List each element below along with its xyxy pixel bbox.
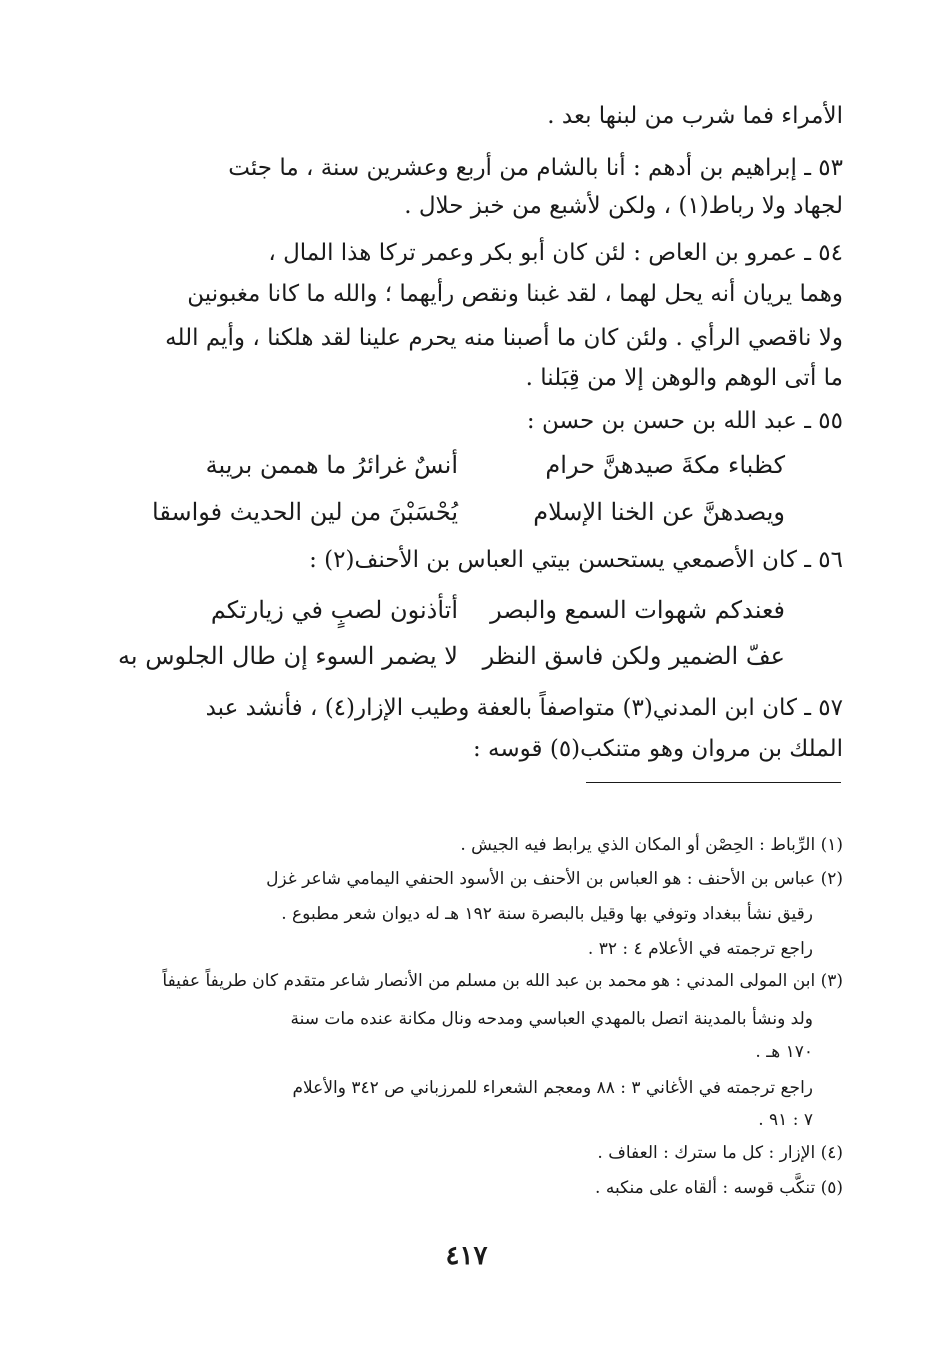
poem-hemistich-right: لا يضمر السوء إن طال الجلوس به: [118, 642, 458, 670]
body-line: الملك بن مروان وهو متنكب(٥) قوسه :: [472, 736, 843, 762]
footnote-3-cont: راجع ترجمته في الأغاني ٣ : ٨٨ ومعجم الشعراء للمرزباني ص ٣٤٢ والأعلام: [292, 1078, 813, 1098]
body-line: وهما يريان أنه يحل لهما ، لقد غبنا ونقص رأيهما ؛ والله ما كانا مغبونين: [187, 281, 843, 307]
footnote-2: (٢) عباس بن الأحنف : هو العباس بن الأحنف بن الأسود الحنفي اليمامي شاعر غزل: [266, 869, 843, 889]
body-line: ٥٣ ـ إبراهيم بن أدهم : أنا بالشام من أربع وعشرين سنة ، ما جئت: [228, 155, 843, 181]
footnote-separator: [586, 782, 841, 783]
poem-hemistich-right: أنسٌ غرائرُ ما هممن بريبة: [205, 451, 458, 479]
poem-hemistich-left: عفّ الضمير ولكن فاسق النظر: [482, 642, 785, 670]
body-line: لجهاد ولا رباط(١) ، ولكن لأشبع من خبز حلال .: [404, 193, 843, 219]
poem-hemistich-left: كظباء مكةَ صيدهنَّ حرام: [545, 451, 785, 479]
body-line: ٥٤ ـ عمرو بن العاص : لئن كان أبو بكر وعمر تركا هذا المال ،: [268, 240, 843, 266]
poem-hemistich-right: يُحْسَبْنَ من لين الحديث فواسقا: [152, 498, 458, 526]
page-number: ٤١٧: [445, 1241, 488, 1271]
footnote-5: (٥) تنكَّب قوسه : ألقاه على منكبه .: [595, 1178, 843, 1198]
body-line: ٥٧ ـ كان ابن المدني(٣) متواصفاً بالعفة وطيب الإزار(٤) ، فأنشد عبد: [205, 695, 843, 721]
body-line: ما أتى الوهم والوهن إلا من قِبَلنا .: [525, 365, 843, 391]
footnote-3-cont: ٧ : ٩١ .: [758, 1110, 813, 1130]
footnote-2-cont: رقيق نشأ ببغداد وتوفي بها وقيل بالبصرة سنة ١٩٢ هـ له ديوان شعر مطبوع .: [281, 904, 813, 924]
footnote-2-cont: راجع ترجمته في الأعلام ٤ : ٣٢ .: [587, 939, 813, 959]
footnote-3-cont: ولد ونشأ بالمدينة اتصل بالمهدي العباسي ومدحه ونال مكانة عنده مات سنة: [290, 1009, 813, 1029]
footnote-4: (٤) الإزار : كل ما سترك : العفاف .: [597, 1143, 843, 1163]
footnote-3-cont: ١٧٠ هـ .: [755, 1042, 813, 1062]
body-line: ولا ناقصي الرأي . ولئن كان ما أصبنا منه يحرم علينا لقد هلكنا ، وأيم الله: [165, 325, 843, 351]
body-line: ٥٦ ـ كان الأصمعي يستحسن بيتي العباس بن الأحنف(٢) :: [309, 547, 843, 573]
body-line: الأمراء فما شرب من لبنها بعد .: [547, 103, 843, 129]
footnote-3: (٣) ابن المولى المدني : هو محمد بن عبد الله بن مسلم من الأنصار شاعر متقدم كان طريفاً عفيفاً: [162, 971, 843, 991]
poem-hemistich-left: فعندكم شهوات السمع والبصر: [490, 596, 785, 624]
body-line: ٥٥ ـ عبد الله بن حسن بن حسن :: [526, 408, 843, 434]
footnote-1: (١) الرِّباط : الحِصْن أو المكان الذي يرابط فيه الجيش .: [460, 835, 843, 855]
poem-hemistich-right: أتأذنون لصبٍ في زيارتكم: [210, 596, 458, 624]
poem-hemistich-left: ويصدهنَّ عن الخنا الإسلام: [533, 498, 785, 526]
